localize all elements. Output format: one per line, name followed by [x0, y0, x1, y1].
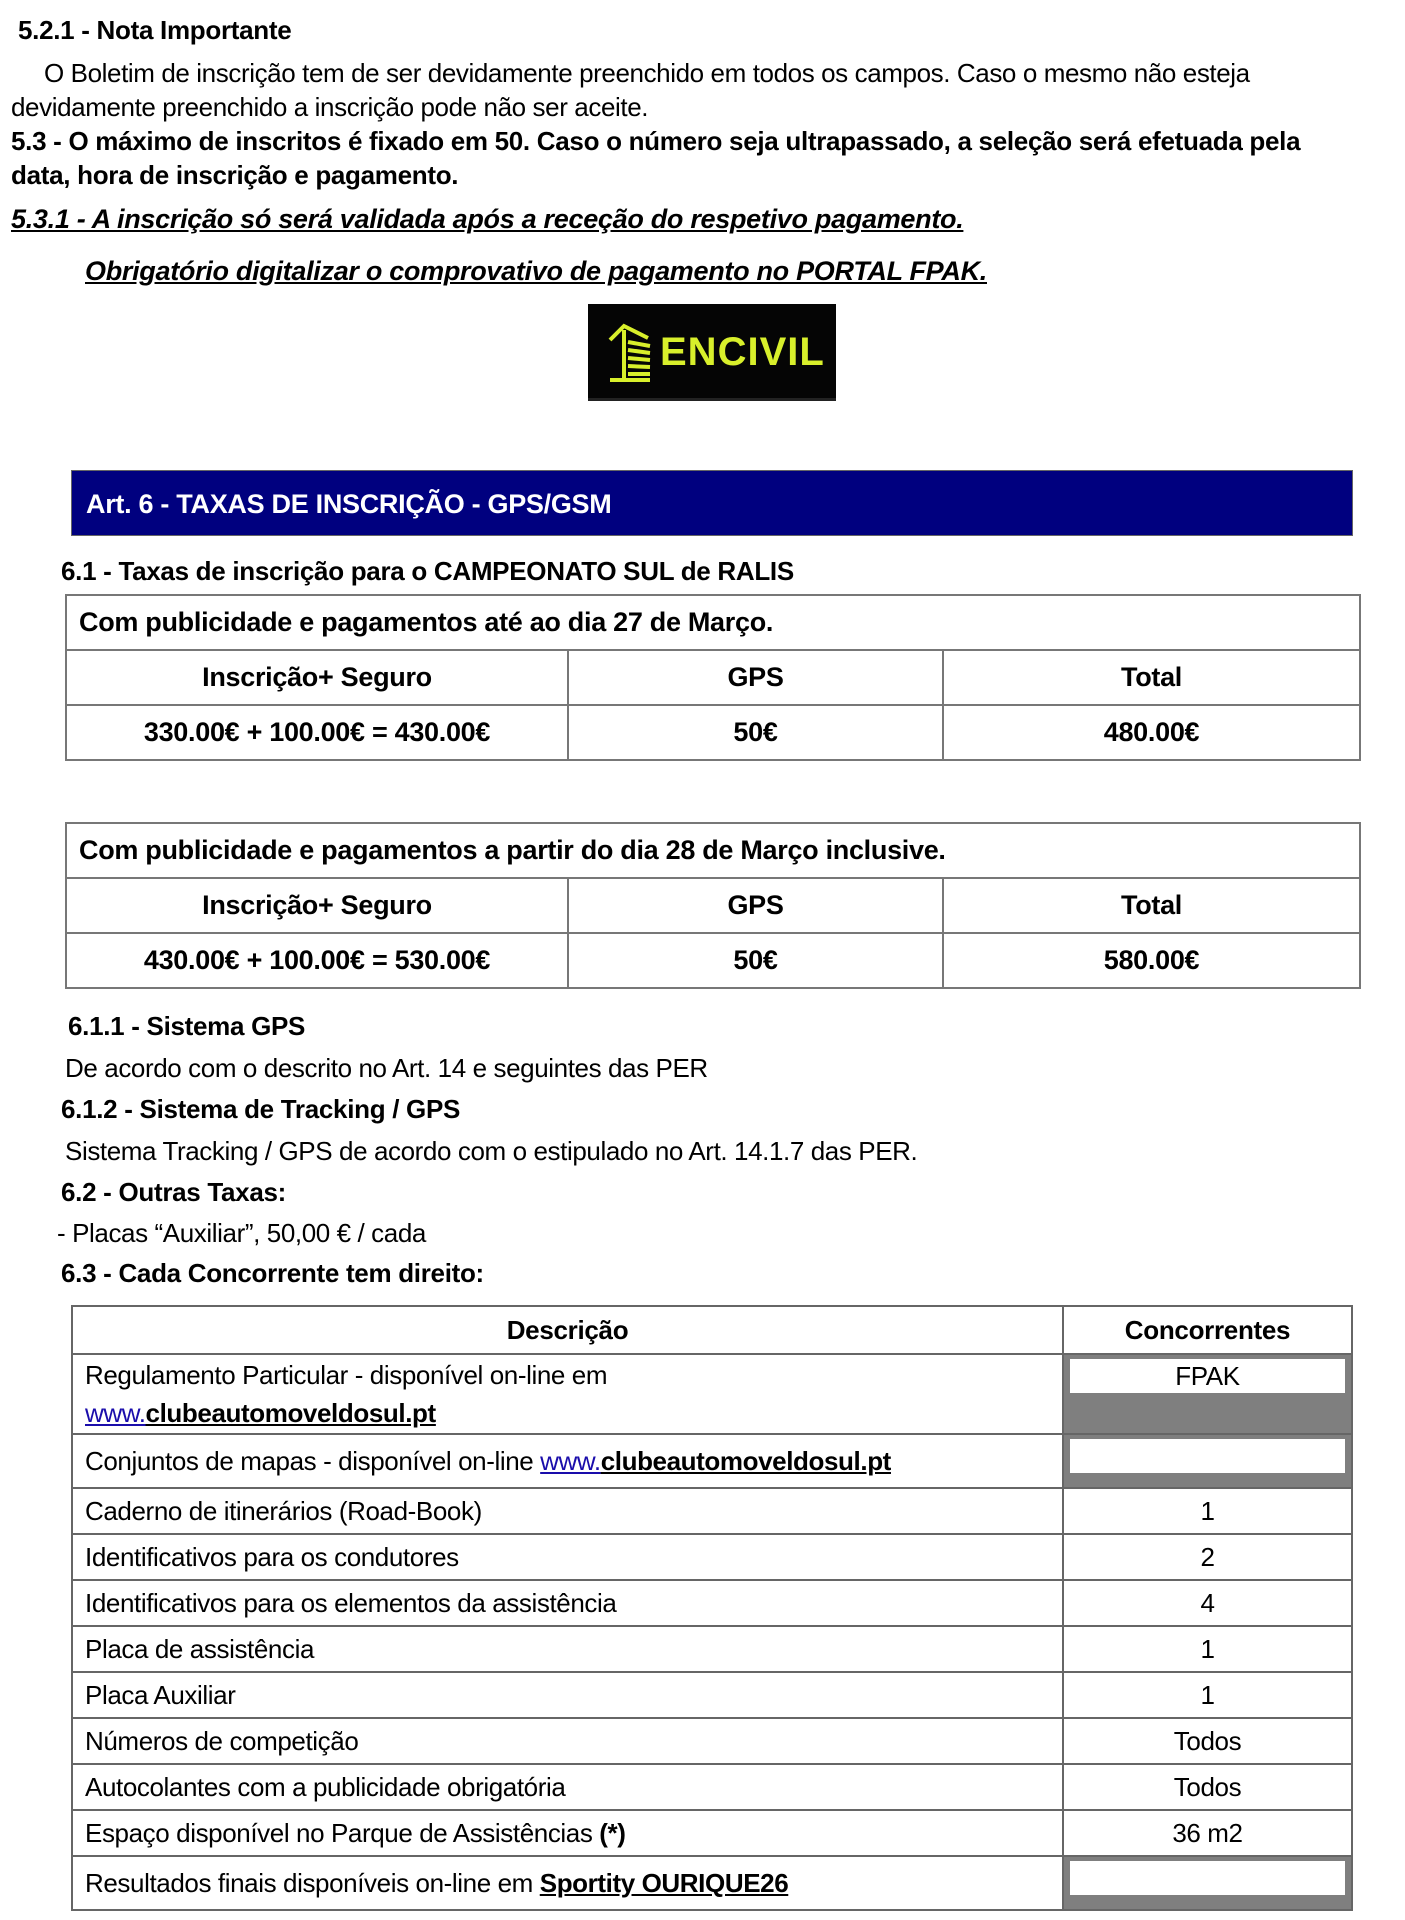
fee-value-total: 480.00€: [943, 705, 1360, 760]
table-row: [72, 1626, 1352, 1672]
entitlements-table: [71, 1305, 1353, 1911]
row-desc: Placa Auxiliar: [72, 1672, 1063, 1718]
section-63-title: 6.3 - Cada Concorrente tem direito:: [61, 1258, 484, 1288]
table-row: [72, 1580, 1352, 1626]
fee-header-gps: GPS: [568, 878, 943, 933]
section-611-title: 6.1.1 - Sistema GPS: [68, 1011, 306, 1041]
row-desc: Conjuntos de mapas - disponível on-line: [85, 1445, 541, 1476]
section-531-line2: Obrigatório digitalizar o comprovativo de pagamento no PORTAL FPAK.: [85, 256, 987, 286]
row-desc: Placa de assistência: [72, 1626, 1063, 1672]
table-row: [72, 1672, 1352, 1718]
fee-value-gps: 50€: [568, 933, 943, 988]
section-531-line1: 5.3.1 - A inscrição só será validada após a receção do respetivo pagamento.: [11, 204, 964, 234]
link-domain: clubeautomoveldosul.pt: [600, 1445, 891, 1476]
fee-table-early: [65, 594, 1361, 761]
fee-table-caption: Com publicidade e pagamentos a partir do dia 28 de Março inclusive.: [66, 823, 1360, 878]
link-domain: clubeautomoveldosul.pt: [145, 1398, 436, 1428]
sportity-link[interactable]: Sportity OURIQUE26: [539, 1867, 789, 1898]
logo-text: ENCIVIL: [660, 330, 825, 374]
fee-header-total: Total: [943, 650, 1360, 705]
fee-value-inscricao: 330.00€ + 100.00€ = 430.00€: [66, 705, 568, 760]
link-prefix: www.: [540, 1445, 601, 1476]
section-521-text-line1: O Boletim de inscrição tem de ser devidamente preenchido em todos os campos. Caso o mesmo não esteja: [44, 58, 1250, 88]
row-value: Todos: [1063, 1764, 1352, 1810]
article-6-header-bar: [71, 470, 1353, 536]
section-521-text-line2: devidamente preenchido a inscrição pode não ser aceite.: [11, 92, 649, 122]
fee-table-late: [65, 822, 1361, 989]
row-value: 1: [1063, 1672, 1352, 1718]
row-desc: Espaço disponível no Parque de Assistências: [85, 1817, 600, 1848]
fee-value-inscricao: 430.00€ + 100.00€ = 530.00€: [66, 933, 568, 988]
fee-header-inscricao: Inscrição+ Seguro: [66, 650, 568, 705]
fee-table-caption: Com publicidade e pagamentos até ao dia 27 de Março.: [66, 595, 1360, 650]
header-descricao: Descrição: [72, 1306, 1063, 1354]
section-53-line1: 5.3 - O máximo de inscritos é fixado em 50. Caso o número seja ultrapassado, a seleção será efetuada pela: [11, 126, 1301, 156]
table-row: [72, 1488, 1352, 1534]
section-62-title: 6.2 - Outras Taxas:: [61, 1177, 287, 1207]
section-612-title: 6.1.2 - Sistema de Tracking / GPS: [61, 1094, 461, 1124]
row-value: Todos: [1063, 1718, 1352, 1764]
row-desc: Identificativos para os condutores: [72, 1534, 1063, 1580]
row-desc: Regulamento Particular - disponível on-line em: [85, 1360, 608, 1390]
row-desc: Identificativos para os elementos da assistência: [72, 1580, 1063, 1626]
section-612-text: Sistema Tracking / GPS de acordo com o estipulado no Art. 14.1.7 das PER.: [65, 1136, 918, 1166]
section-61-title: 6.1 - Taxas de inscrição para o CAMPEONATO SUL de RALIS: [61, 556, 794, 586]
row-value: 1: [1063, 1626, 1352, 1672]
row-desc: Autocolantes com a publicidade obrigatória: [72, 1764, 1063, 1810]
table-row: [72, 1810, 1352, 1856]
table-row: [72, 1534, 1352, 1580]
section-62-text: - Placas “Auxiliar”, 50,00 € / cada: [57, 1218, 426, 1248]
row-desc: Caderno de itinerários (Road-Book): [72, 1488, 1063, 1534]
row-value: 36 m2: [1063, 1810, 1352, 1856]
header-concorrentes: Concorrentes: [1063, 1306, 1352, 1354]
fee-header-gps: GPS: [568, 650, 943, 705]
building-icon: [608, 318, 656, 384]
row-value: [1070, 1861, 1345, 1895]
table-row: [72, 1718, 1352, 1764]
article-6-title: Art. 6 - TAXAS DE INSCRIÇÃO - GPS/GSM: [86, 489, 612, 519]
row-value: FPAK: [1070, 1359, 1345, 1393]
encivil-logo: [588, 304, 836, 401]
footnote-marker: (*): [599, 1817, 626, 1848]
section-53-line2: data, hora de inscrição e pagamento.: [11, 160, 459, 190]
table-row: [72, 1856, 1352, 1910]
website-link[interactable]: [85, 1398, 436, 1428]
row-desc: Resultados finais disponíveis on-line em: [85, 1867, 540, 1898]
row-value: [1070, 1439, 1345, 1473]
table-row: [72, 1354, 1352, 1434]
row-value: 1: [1063, 1488, 1352, 1534]
fee-value-total: 580.00€: [943, 933, 1360, 988]
row-value: 2: [1063, 1534, 1352, 1580]
link-prefix: www.: [85, 1398, 146, 1428]
table-row: [72, 1764, 1352, 1810]
fee-header-total: Total: [943, 878, 1360, 933]
table-row: [72, 1434, 1352, 1488]
section-611-text: De acordo com o descrito no Art. 14 e seguintes das PER: [65, 1053, 708, 1083]
row-desc: Números de competição: [72, 1718, 1063, 1764]
fee-value-gps: 50€: [568, 705, 943, 760]
website-link[interactable]: [540, 1446, 891, 1476]
row-value: 4: [1063, 1580, 1352, 1626]
section-521-title: 5.2.1 - Nota Importante: [18, 15, 292, 45]
fee-header-inscricao: Inscrição+ Seguro: [66, 878, 568, 933]
